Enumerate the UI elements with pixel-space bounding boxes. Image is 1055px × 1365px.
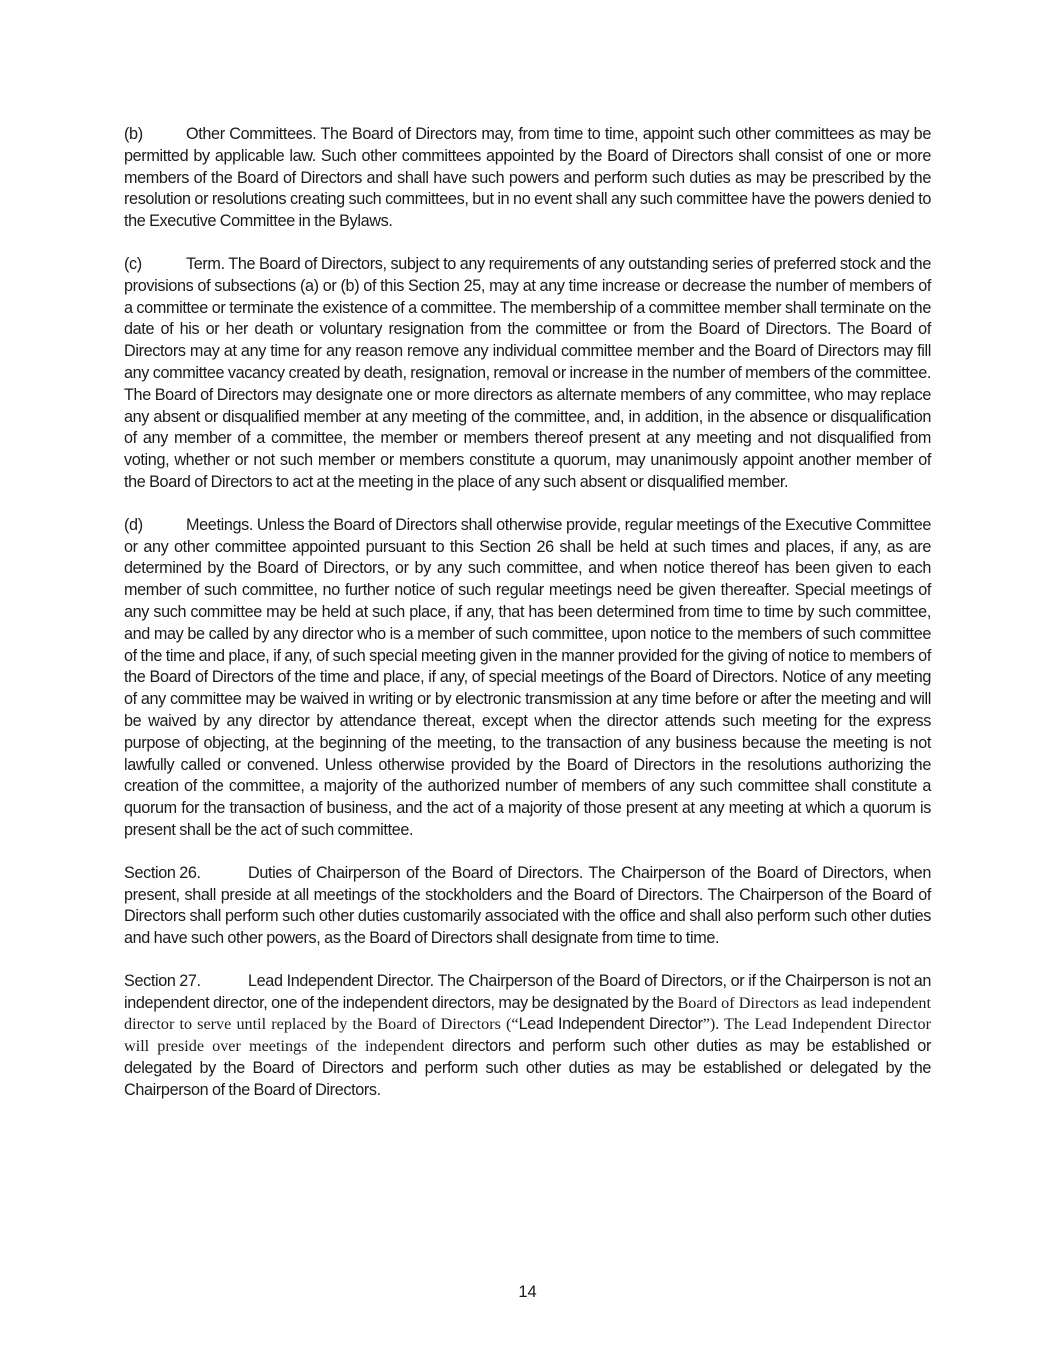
paragraph-text: The Board of Directors may, from time to time, appoint such other committees as may be permitted by applicable law. Such other committees appointed by the Board of Directors shall consist of one or more members of the Board of Directors and shall have such powers and perform such duties as may be prescribed by the resolution or resolutions creating such committees, but in no event shall any such committee have the powers denied to the Executive Committee in the Bylaws.	[124, 125, 931, 231]
page-number: 14	[518, 1283, 537, 1301]
section-label: Section 26.	[124, 863, 201, 882]
paragraph-label: (b)	[124, 125, 143, 143]
section-heading: Lead Independent Director	[248, 971, 430, 990]
paragraph-b-other-committees: (b) Other Committees. The Board of Directors may, from time to time, appoint such other committees as may be permitted by applicable law. Such other committees appointed by the Board of Directors shall consist of one or more members of the Board of Directors and shall have such powers and perform such duties as may be prescribed by the resolution or resolutions creating such committees, but in no event shall any such committee have the powers denied to the Executive Committee in the Bylaws.	[124, 125, 931, 231]
defined-term: Lead Independent Director	[518, 1015, 703, 1034]
paragraph-heading: Meetings	[186, 515, 249, 534]
paragraph-label: (c)	[124, 254, 142, 273]
section-text-part-5: directors and perform such other duties as may be established or delegated by the Board of Directors and perform such other duties as may be established or delegated by the Chairperson of the Board of Directors.	[124, 1037, 931, 1099]
paragraph-label: (d)	[124, 515, 143, 534]
section-27-lead-independent-director: Section 27. Lead Independent Director. The Chairperson of the Board of Directors, or if the Chairperson is not an independent director, one of the independent directors, may be designated by the Board of Directors as lead independent director to serve until replaced by the Board of Directors (“Lead Independent Director”). The Lead Independent Director will preside over meetings of the independent directors and perform such other duties as may be established or delegated by the Board of Directors and perform such other duties as may be established or delegated by the Chairperson of the Board of Directors.	[124, 971, 931, 1099]
section-26-chairperson-duties: Section 26. Duties of Chairperson of the Board of Directors. The Chairperson of the Board of Directors, when present, shall preside at all meetings of the stockholders and the Board of Directors. The Chairperson of the Board of Directors shall perform such other duties customarily associated with the office and shall also perform such other duties and have such other powers, as the Board of Directors shall designate from time to time.	[124, 863, 931, 948]
paragraph-c-term: (c) Term. The Board of Directors, subject to any requirements of any outstanding series of preferred stock and the provisions of subsections (a) or (b) of this Section 25, may at any time increase or decrease the number of members of a committee or terminate the existence of a committee. The membership of a committee member shall terminate on the date of his or her death or voluntary resignation from the committee or from the Board of Directors. The Board of Directors may at any time for any reason remove any individual committee member and the Board of Directors may fill any committee vacancy created by death, resignation, removal or increase in the number of members of the committee. The Board of Directors may designate one or more directors as alternate members of any committee, who may replace any absent or disqualified member at any meeting of the committee, and, in addition, in the absence or disqualification of any member of a committee, the member or members thereof present at any meeting and not disqualified from voting, whether or not such member or members constitute a quorum, may unanimously appoint another member of the Board of Directors to act at the meeting in the place of any such absent or disqualified member.	[124, 254, 931, 491]
section-text-part-2: Board of Directors as lead independent director to serve until replaced by the Board of Directors (“	[124, 993, 931, 1034]
section-text: The Chairperson of the Board of Directors, when present, shall preside at all meetings of the stockholders and the Board of Directors. The Chairperson of the Board of Directors shall perform such other duties customarily associated with the office and shall also perform such other duties and have such other powers, as the Board of Directors shall designate from time to time.	[124, 863, 931, 948]
section-text-part-4: ”). The Lead Independent Director will preside over meetings of the independent	[124, 1015, 931, 1056]
paragraph-heading: Term	[186, 254, 221, 273]
paragraph-heading: Other Committees	[186, 125, 313, 143]
document-body	[124, 124, 931, 1123]
paragraph-d-meetings: (d) Meetings. Unless the Board of Directors shall otherwise provide, regular meetings of the Executive Committee or any other committee appointed pursuant to this Section 26 shall be held at such times and places, if any, as are determined by the Board of Directors, or by any such committee, and when notice thereof has been given to each member of such committee, no further notice of such regular meetings need be given thereafter. Special meetings of any such committee may be held at such place, if any, that has been determined from time to time by such committee, and may be called by any director who is a member of such committee, upon notice to the members of such committee of the time and place, if any, of such special meeting given in the manner provided for the giving of notice to members of the Board of Directors of the time and place, if any, of special meetings of the Board of Directors. Notice of any meeting of any committee may be waived in writing or by electronic transmission at any time before or after the meeting and will be waived by any director by attendance thereat, except when the director attends such meeting for the express purpose of objecting, at the beginning of the meeting, to the transaction of any business because the meeting is not lawfully called or convened. Unless otherwise provided by the Board of Directors in the resolutions authorizing the creation of the committee, a majority of the authorized number of members of any such committee shall constitute a quorum for the transaction of business, and the act of a majority of those present at any meeting at which a quorum is present shall be the act of such committee.	[124, 515, 932, 839]
section-text-part-1: The Chairperson of the Board of Directors, or if the Chairperson is not an independent director, one of the independent directors, may be designated by the	[124, 971, 931, 1012]
section-heading: Duties of Chairperson of the Board of Directors	[248, 863, 579, 882]
section-label: Section 27.	[124, 971, 201, 990]
paragraph-text: Unless the Board of Directors shall otherwise provide, regular meetings of the Executive Committee or any other committee appointed pursuant to this Section 26 shall be held at such times and places, if any, as are determined by the Board of Directors, or by any such committee, and when notice thereof has been given to each member of such committee, no further notice of such regular meetings need be given thereafter. Special meetings of any such committee may be held at such place, if any, that has been determined from time to time by such committee, and may be called by any director who is a member of such committee, upon notice to the members of such committee of the time and place, if any, of such special meeting given in the manner provided for the giving of notice to members of the Board of Directors of the time and place, if any, of special meetings of the Board of Directors. Notice of any meeting of any committee may be waived in writing or by electronic transmission at any time before or after the meeting and will be waived by any director by attendance thereat, except when the director attends such meeting for the express purpose of objecting, at the beginning of the meeting, to the transaction of any business because the meeting is not lawfully called or convened. Unless otherwise provided by the Board of Directors in the resolutions authorizing the creation of the committee, a majority of the authorized number of members of any such committee shall constitute a quorum for the transaction of business, and the act of a majority of those present at any meeting at which a quorum is present shall be the act of such committee.	[124, 515, 932, 839]
paragraph-text: The Board of Directors, subject to any requirements of any outstanding series of preferred stock and the provisions of subsections (a) or (b) of this Section 25, may at any time increase or decrease the number of members of a committee or terminate the existence of a committee. The membership of a committee member shall terminate on the date of his or her death or voluntary resignation from the committee or from the Board of Directors. The Board of Directors may at any time for any reason remove any individual committee member and the Board of Directors may fill any committee vacancy created by death, resignation, removal or increase in the number of members of the committee. The Board of Directors may designate one or more directors as alternate members of any committee, who may replace any absent or disqualified member at any meeting of the committee, and, in addition, in the absence or disqualification of any member of a committee, the member or members thereof present at any meeting and not disqualified from voting, whether or not such member or members constitute a quorum, may unanimously appoint another member of the Board of Directors to act at the meeting in the place of any such absent or disqualified member.	[124, 254, 931, 491]
